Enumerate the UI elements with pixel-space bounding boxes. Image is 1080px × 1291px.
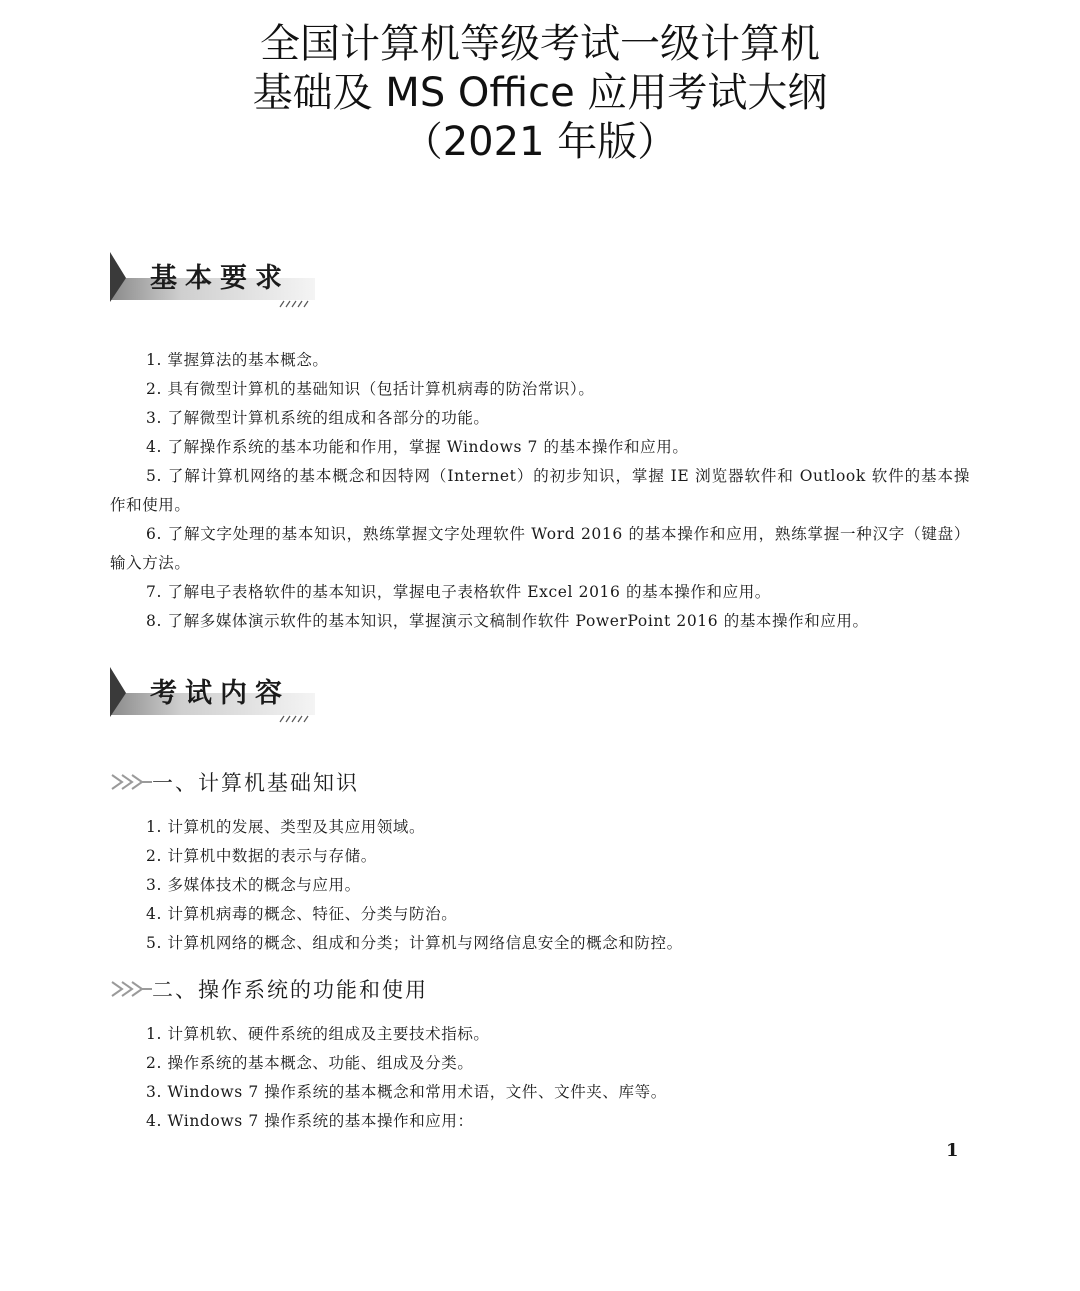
triple-chevron-icon <box>110 978 152 1000</box>
list-item: 4. 了解操作系统的基本功能和作用，掌握 Windows 7 的基本操作和应用。 <box>146 438 689 456</box>
section-heading-requirements <box>110 250 315 308</box>
document-title <box>0 20 1080 167</box>
list-item: 1. 计算机软、硬件系统的组成及主要技术指标。 <box>146 1025 490 1043</box>
list-item: 4. 计算机病毒的概念、特征、分类与防治。 <box>146 905 458 923</box>
page-number: 1 <box>946 1140 959 1161</box>
subsection-heading-os <box>110 974 428 1004</box>
subsection-heading-label: 二、操作系统的功能和使用 <box>152 978 428 1002</box>
section-heading-label: 基本要求 <box>150 263 290 294</box>
subsection-heading-computer-basics <box>110 767 359 797</box>
list-item: 8. 了解多媒体演示软件的基本知识，掌握演示文稿制作软件 PowerPoint 2016 的基本操作和应用。 <box>146 612 869 630</box>
list-item: 3. 多媒体技术的概念与应用。 <box>146 876 361 894</box>
os-list <box>110 1020 970 1136</box>
title-line-2: 基础及 MS Office 应用考试大纲 <box>252 70 828 116</box>
computer-basics-list <box>110 813 970 958</box>
list-item: 4. Windows 7 操作系统的基本操作和应用： <box>146 1112 474 1130</box>
triple-chevron-icon <box>110 771 152 793</box>
title-line-1: 全国计算机等级考试一级计算机 <box>260 21 820 67</box>
section-heading-label: 考试内容 <box>150 678 290 709</box>
list-item: 2. 计算机中数据的表示与存储。 <box>146 847 377 865</box>
list-item: 6. 了解文字处理的基本知识，熟练掌握文字处理软件 Word 2016 的基本操作和应用，熟练掌握一种汉字（键盘）输入方法。 <box>110 525 970 572</box>
section-heading-content <box>110 665 315 723</box>
list-item: 1. 计算机的发展、类型及其应用领域。 <box>146 818 426 836</box>
list-item: 7. 了解电子表格软件的基本知识，掌握电子表格软件 Excel 2016 的基本操作和应用。 <box>146 583 771 601</box>
list-item: 5. 了解计算机网络的基本概念和因特网（Internet）的初步知识，掌握 IE 浏览器软件和 Outlook 软件的基本操作和使用。 <box>110 467 970 514</box>
title-line-3: （2021 年版） <box>402 119 678 165</box>
subsection-heading-label: 一、计算机基础知识 <box>152 771 359 795</box>
list-item: 3. Windows 7 操作系统的基本概念和常用术语，文件、文件夹、库等。 <box>146 1083 667 1101</box>
list-item: 5. 计算机网络的概念、组成和分类；计算机与网络信息安全的概念和防控。 <box>146 934 683 952</box>
list-item: 2. 操作系统的基本概念、功能、组成及分类。 <box>146 1054 474 1072</box>
list-item: 3. 了解微型计算机系统的组成和各部分的功能。 <box>146 409 490 427</box>
requirements-list <box>110 346 970 636</box>
list-item: 2. 具有微型计算机的基础知识（包括计算机病毒的防治常识）。 <box>146 380 595 398</box>
list-item: 1. 掌握算法的基本概念。 <box>146 351 329 369</box>
